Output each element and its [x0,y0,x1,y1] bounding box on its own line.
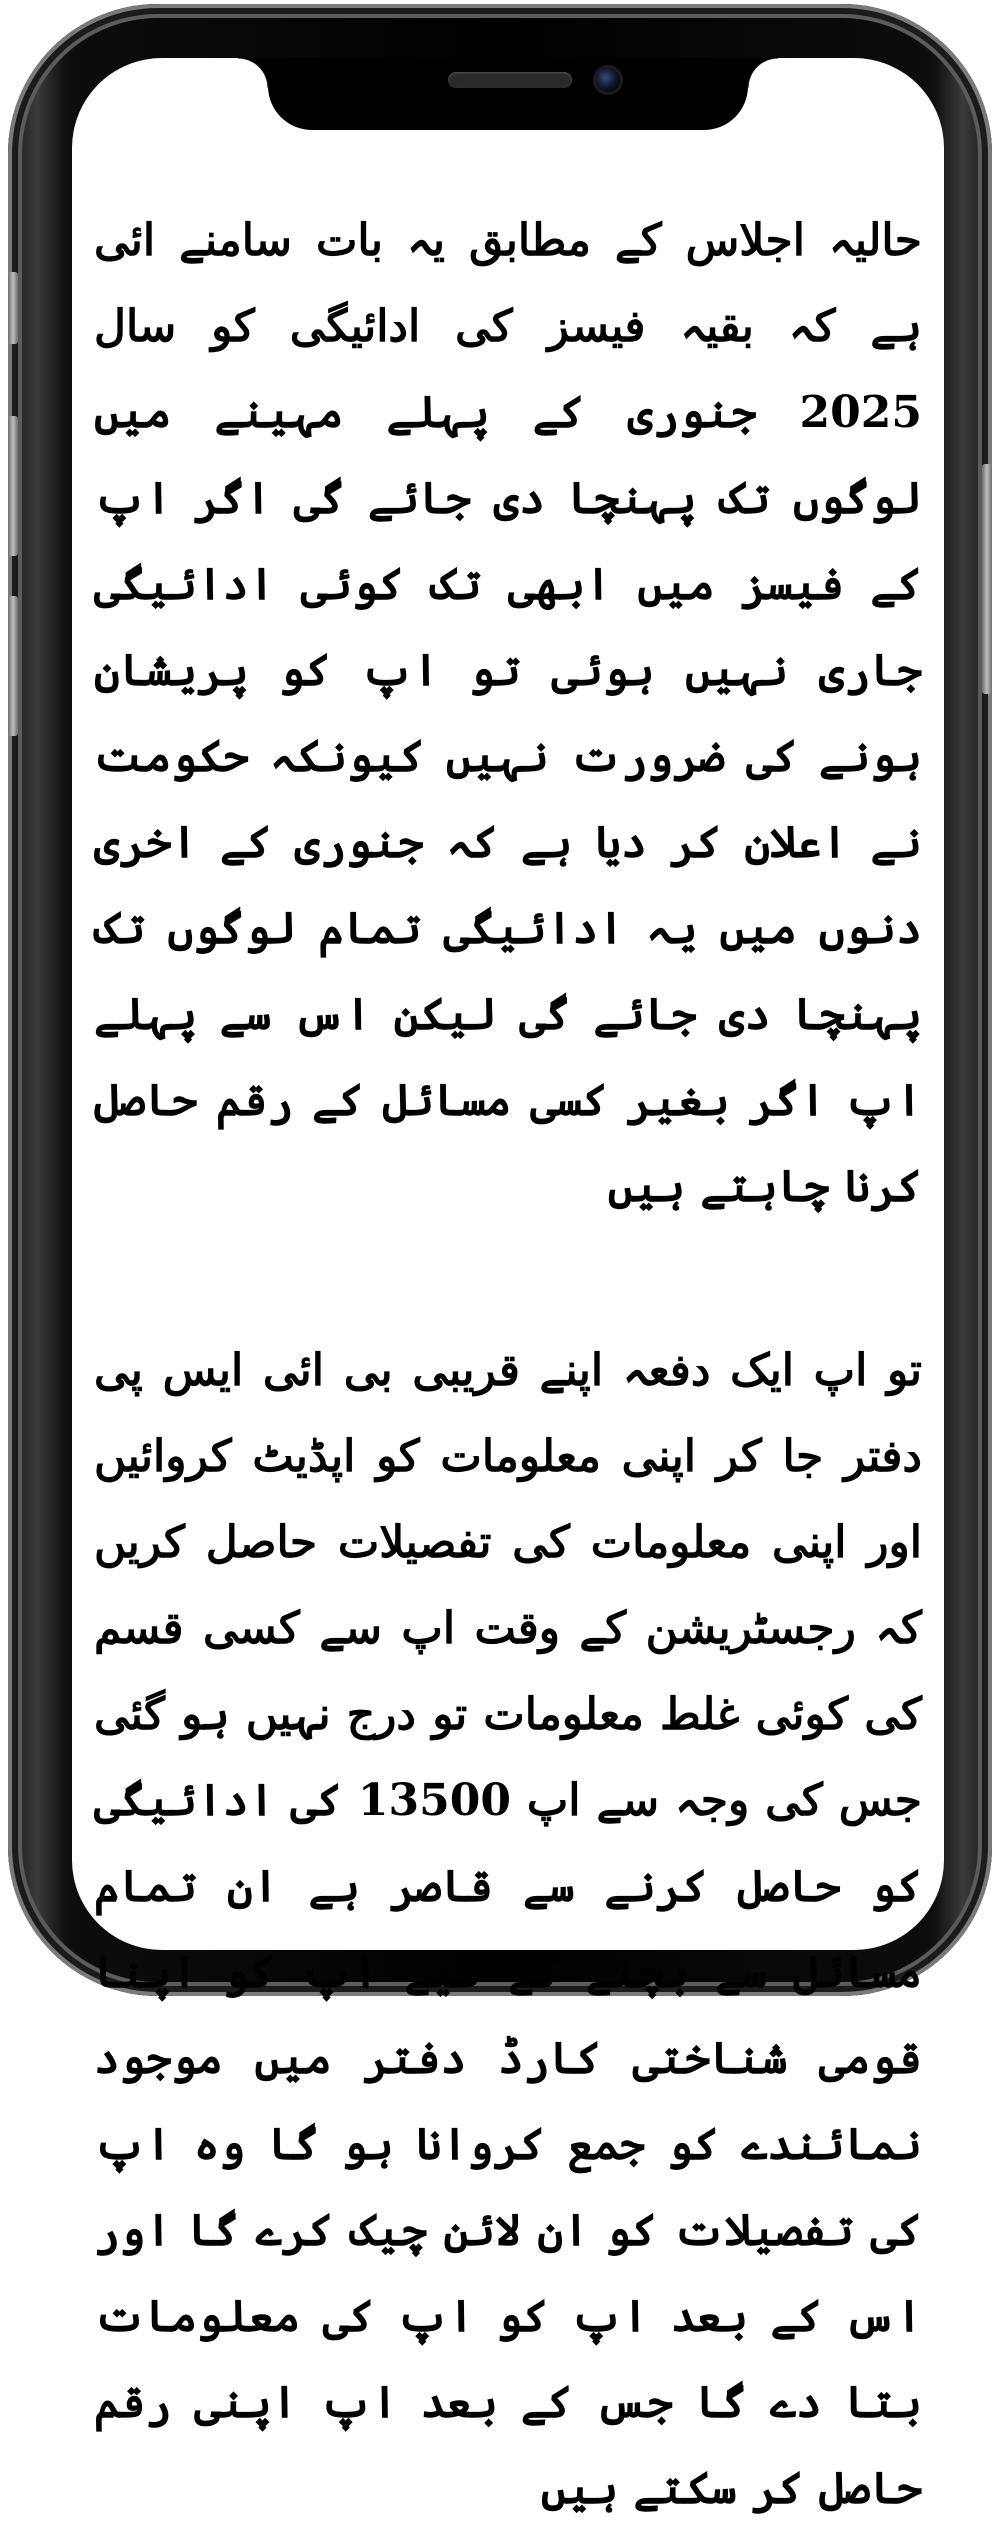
silent-switch [8,272,18,344]
front-camera-icon [596,68,620,92]
phone-frame [8,4,992,2514]
speaker-grille [448,72,572,88]
article-paragraph-1: حالیہ اجلاس کے مطابق یہ بات سامنے ائی ہے کہ بقیہ فیسز کی ادائیگی کو سال 2025 جنوری کے پہلے مہینے میں لوگوں تک پہنچا دی جائے گی اگر اپ کے فیسز میں ابھی تک کوئی ادائیگی جاری نہیں ہوئی تو اپ کو پریشان ہونے کی ضرورت نہیں کیونکہ حکومت نے اعلان کر دیا ہے کہ جنوری کے اخری دنوں میں یہ ادائیگی تمام لوگوں تک پہنچا دی جائے گی لیکن اس سے پہلے اپ اگر بغیر کسی مسائل کے رقم حاصل کرنا چاہتے ہیں [94,215,922,1212]
power-button [982,464,992,694]
article-body [94,198,922,2532]
volume-up-button [8,416,18,556]
article-paragraph-2: تو اپ ایک دفعہ اپنے قریبی بی ائی ایس پی دفتر جا کر اپنی معلومات کو اپڈیٹ کروائیں اور اپنی معلومات کی تفصیلات حاصل کریں کہ رجسٹریشن کے وقت اپ سے کسی قسم کی کوئی غلط معلومات تو درج نہیں ہو گئی جس کی وجہ سے اپ 13500 کی ادائیگی کو حاصل کرنے سے قاصر ہے ان تمام مسائل سے بچنے کے لیے اپ کو اپنا قومی شناختی کارڈ دفتر میں موجود نمائندے کو جمع کروانا ہو گا وہ اپ کی تفصیلات کو ان لائن چیک کرے گا اور اس کے بعد اپ کو اپ کی معلومات بتا دے گا جس کے بعد اپ اپنی رقم حاصل کر سکتے ہیں [94,1345,923,2514]
phone-screen [72,58,944,2514]
volume-down-button [8,596,18,736]
notch [268,58,748,130]
